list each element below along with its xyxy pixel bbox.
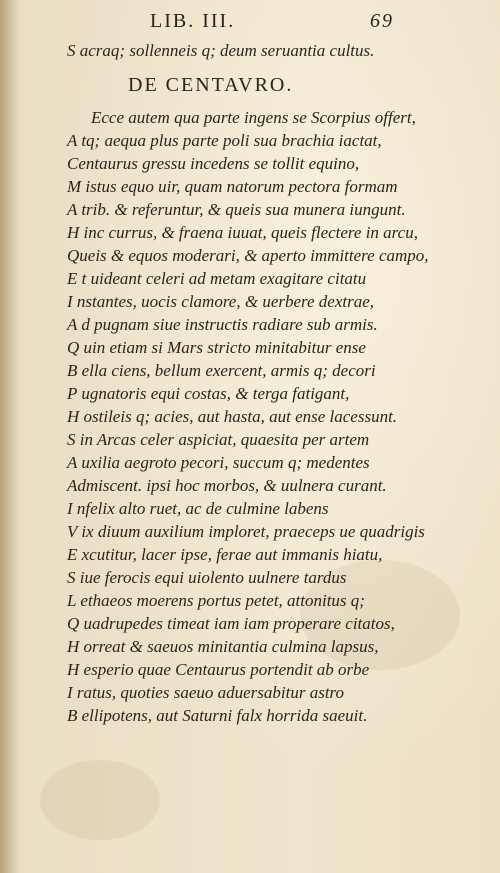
verse-line: B ellipotens, aut Saturni falx horrida saeuit. (67, 706, 368, 725)
page-number: 69 (370, 10, 394, 32)
verse-line: Ecce autem qua parte ingens se Scorpius offert, (91, 108, 416, 127)
carryover-verse: S acraq; sollenneis q; deum seruantia cultus. (67, 41, 375, 60)
verse-line: Q uin etiam si Mars stricto minitabitur ense (67, 338, 366, 357)
section-heading: DE CENTAVRO. (128, 74, 294, 96)
verse-line: H ostileis q; acies, aut hasta, aut ense lacessunt. (67, 407, 398, 426)
verse-line: H inc currus, & fraena iuuat, queis flectere in arcu, (67, 223, 418, 242)
verse-line: P ugnatoris equi costas, & terga fatigant, (67, 384, 350, 403)
verse-line: B ella ciens, bellum exercent, armis q; decori (67, 361, 376, 380)
verse-line: A d pugnam siue instructis radiare sub armis. (67, 315, 378, 334)
verse-line: Q uadrupedes timeat iam iam properare citatos, (67, 614, 395, 633)
verse-line: E t uideant celeri ad metam exagitare citatu (67, 269, 367, 288)
running-title: LIB. III. (150, 10, 236, 32)
verse-line: S iue ferocis equi uiolento uulnere tardus (67, 568, 347, 587)
verse-line: L ethaeos moerens portus petet, attonitus q; (67, 591, 365, 610)
verse-line: H orreat & saeuos minitantia culmina lapsus, (67, 637, 379, 656)
verse-line: A uxilia aegroto pecori, succum q; medentes (67, 453, 370, 472)
verse-line: E xcutitur, lacer ipse, ferae aut immanis hiatu, (67, 545, 383, 564)
verse-line: Queis & equos moderari, & aperto immittere campo, (67, 246, 429, 265)
verse-line: I nfelix alto ruet, ac de culmine labens (67, 499, 329, 518)
paper-stain (40, 760, 160, 840)
verse-line: H esperio quae Centaurus portendit ab orbe (67, 660, 370, 679)
verse-line: Centaurus gressu incedens se tollit equino, (67, 154, 360, 173)
verse-line: I ratus, quoties saeuo aduersabitur astro (67, 683, 345, 702)
binding-gutter (0, 0, 18, 873)
verse-line: A trib. & referuntur, & queis sua munera iungunt. (67, 200, 406, 219)
verse-line: Admiscent. ipsi hoc morbos, & uulnera curant. (67, 476, 387, 495)
verse-line: V ix diuum auxilium imploret, praeceps ue quadrigis (67, 522, 425, 541)
verse-line: A tq; aequa plus parte poli sua brachia iactat, (67, 131, 382, 150)
verse-line: I nstantes, uocis clamore, & uerbere dextrae, (67, 292, 375, 311)
running-header (150, 10, 450, 36)
verse-line: M istus equo uir, quam natorum pectora formam (67, 177, 398, 196)
verse-line: S in Arcas celer aspiciat, quaesita per artem (67, 430, 370, 449)
